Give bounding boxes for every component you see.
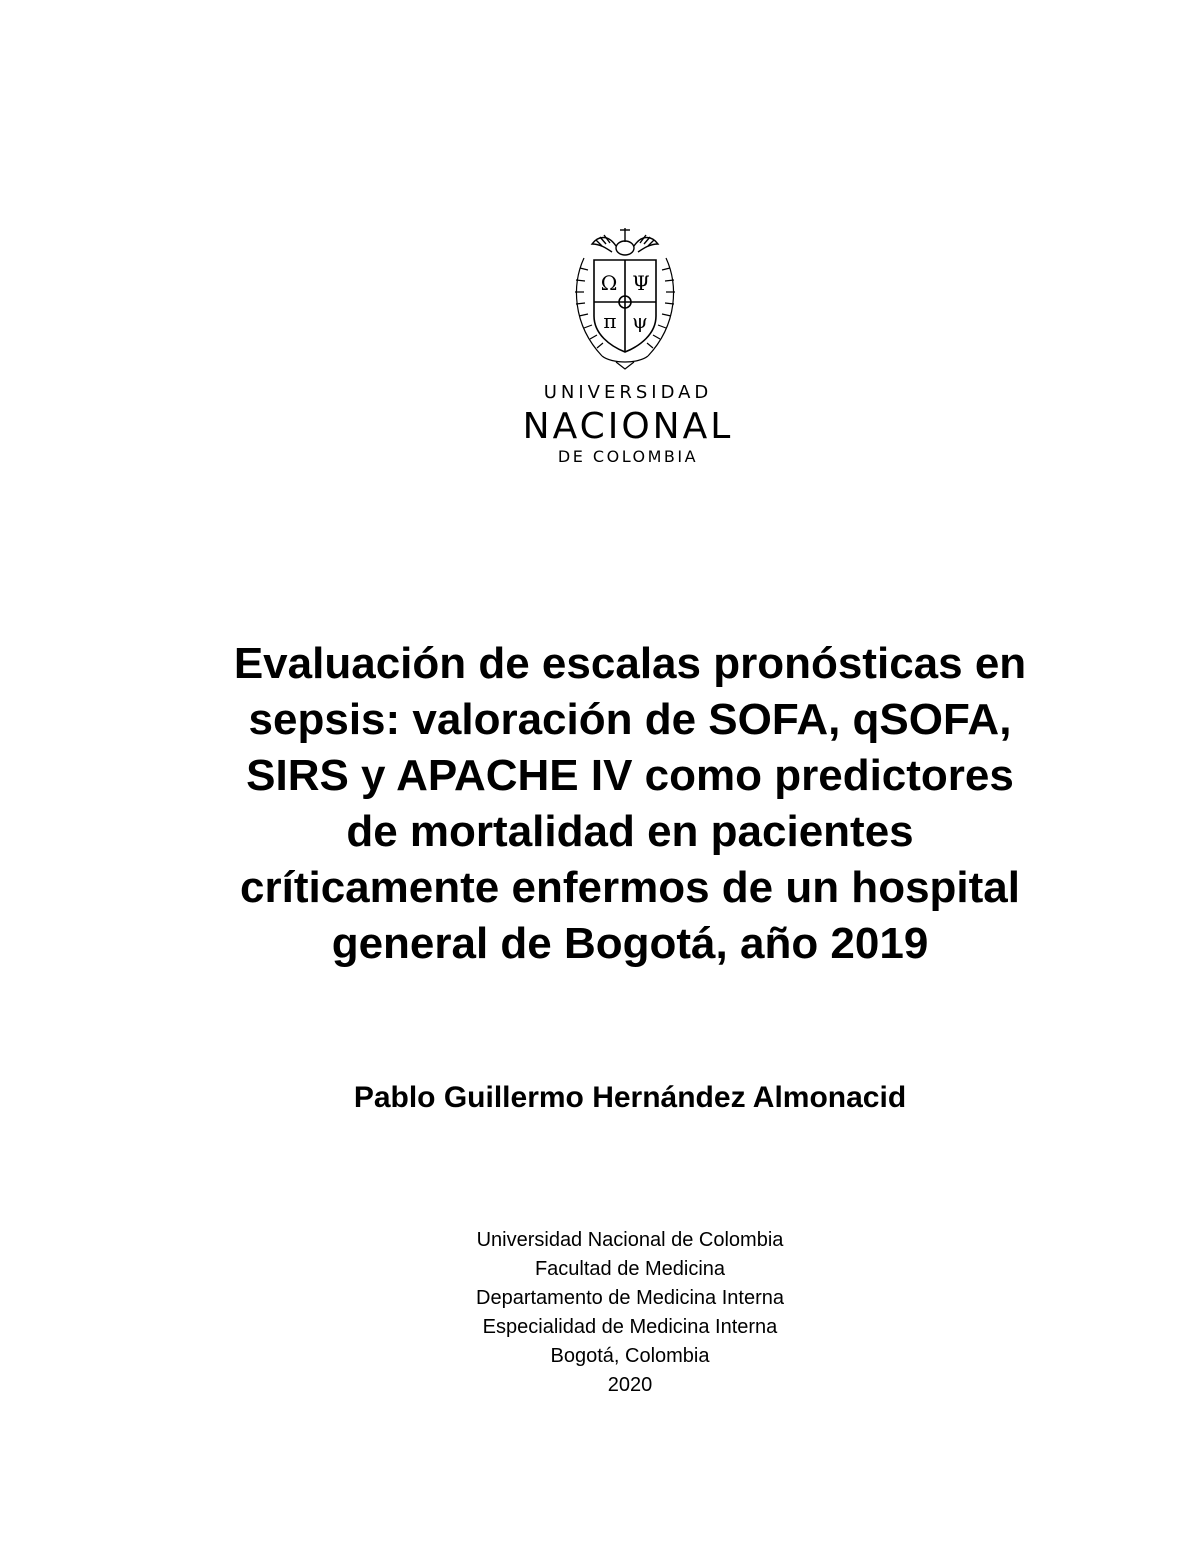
thesis-title — [150, 636, 1110, 972]
logo-wordmark-nacional: NACIONAL — [522, 406, 734, 447]
affiliation-city: Bogotá, Colombia — [550, 1345, 710, 1367]
title-line: Evaluación de escalas pronósticas en — [233, 639, 1027, 688]
affiliation-faculty: Facultad de Medicina — [534, 1258, 726, 1280]
affiliation-block — [300, 1226, 960, 1400]
affiliation-specialty: Especialidad de Medicina Interna — [482, 1316, 778, 1338]
affiliation-year: 2020 — [607, 1374, 653, 1396]
svg-text:π: π — [603, 309, 617, 333]
logo-wordmark-de-colombia: DE COLOMBIA — [557, 447, 699, 466]
affiliation-department: Departamento de Medicina Interna — [476, 1287, 784, 1309]
affiliation-university: Universidad Nacional de Colombia — [476, 1229, 784, 1251]
svg-text:Ψ: Ψ — [632, 271, 650, 295]
title-line: sepsis: valoración de SOFA, qSOFA, — [248, 695, 1012, 744]
svg-text:Ω: Ω — [600, 271, 618, 295]
university-crest-icon — [566, 224, 684, 370]
author-name: Pablo Guillermo Hernández Almonacid — [353, 1081, 907, 1114]
title-line: críticamente enfermos de un hospital — [240, 863, 1020, 912]
logo-wordmark-universidad: UNIVERSIDAD — [543, 382, 713, 403]
title-line: de mortalidad en pacientes — [346, 807, 914, 856]
svg-text:ψ: ψ — [632, 309, 648, 333]
title-line: SIRS y APACHE IV como predictores — [246, 751, 1014, 800]
title-line: general de Bogotá, año 2019 — [331, 919, 929, 968]
